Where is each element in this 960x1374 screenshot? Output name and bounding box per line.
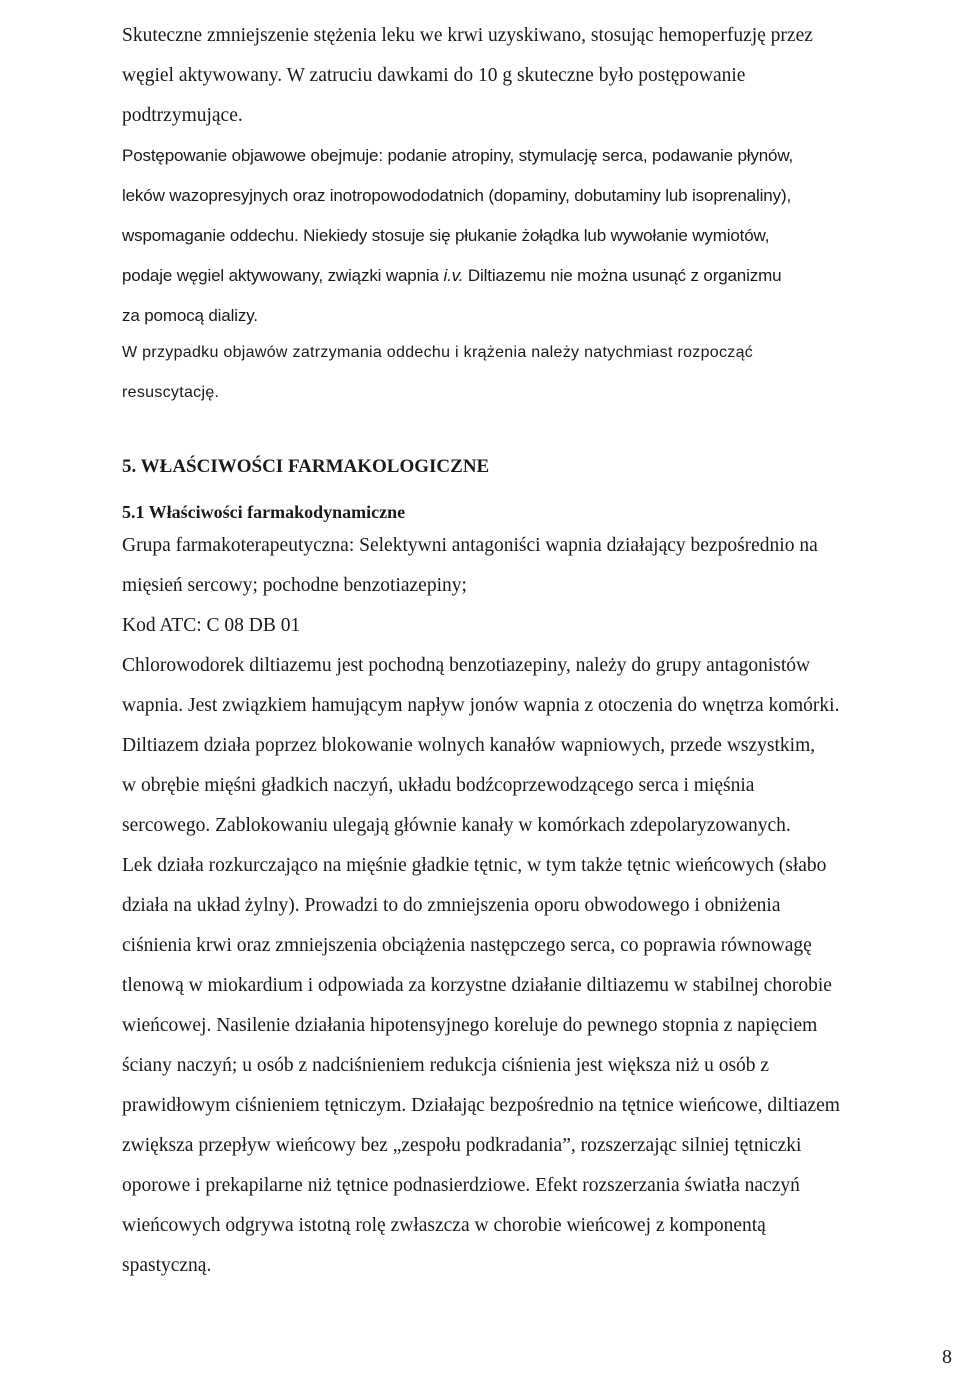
text-line: mięsień sercowy; pochodne benzotiazepiny; — [122, 575, 467, 596]
text-line: ściany naczyń; u osób z nadciśnieniem redukcja ciśnienia jest większa niż u osób z — [122, 1055, 770, 1076]
text-line: prawidłowym ciśnieniem tętniczym. Działając bezpośrednio na tętnice wieńcowe, diltiazem — [122, 1095, 840, 1116]
subsection-heading: 5.1 Właściwości farmakodynamiczne — [122, 502, 406, 522]
text-line: zwiększa przepływ wieńcowy bez „zespołu podkradania”, rozszerzając silniej tętniczki — [122, 1135, 802, 1156]
resuscitation-paragraph — [122, 333, 954, 413]
section-heading: 5. WŁAŚCIWOŚCI FARMAKOLOGICZNE — [122, 456, 490, 477]
intro-paragraph — [122, 16, 954, 136]
text-line: wapnia. Jest związkiem hamującym napływ jonów wapnia z otoczenia do wnętrza komórki. — [122, 695, 840, 716]
text-line: tlenową w miokardium i odpowiada za korzystne działanie diltiazemu w stabilnej chorobie — [122, 975, 832, 996]
text-line: węgiel aktywowany. W zatruciu dawkami do 10 g skuteczne było postępowanie — [122, 65, 746, 86]
text-line: sercowego. Zablokowaniu ulegają głównie kanały w komórkach zdepolaryzowanych. — [122, 815, 791, 836]
symptomatic-treatment-paragraph — [122, 136, 954, 336]
text-line — [122, 256, 954, 296]
text-line: Chlorowodorek diltiazemu jest pochodną benzotiazepiny, należy do grupy antagonistów — [122, 655, 811, 676]
text-line: Diltiazem działa poprzez blokowanie wolnych kanałów wapniowych, przede wszystkim, — [122, 735, 816, 756]
text-line: resuscytację. — [122, 384, 220, 401]
text-line: Lek działa rozkurczająco na mięśnie gładkie tętnic, w tym także tętnic wieńcowych (słabo — [122, 855, 827, 876]
text-line: Skuteczne zmniejszenie stężenia leku we krwi uzyskiwano, stosując hemoperfuzję przez — [122, 25, 813, 46]
text-line: wieńcowych odgrywa istotną rolę zwłaszcza w chorobie wieńcowej z komponentą — [122, 1215, 766, 1236]
text-line: W przypadku objawów zatrzymania oddechu i krążenia należy natychmiast rozpocząć — [122, 344, 754, 361]
atc-code: Kod ATC: C 08 DB 01 — [122, 615, 301, 636]
effects-paragraph — [122, 846, 954, 1286]
text-line: oporowe i prekapilarne niż tętnice podnasierdziowe. Efekt rozszerzania światła naczyń — [122, 1175, 800, 1196]
pharmacotherapeutic-group — [122, 526, 954, 606]
text-line: Grupa farmakoterapeutyczna: Selektywni antagoniści wapnia działający bezpośrednio na — [122, 535, 818, 556]
text-line: leków wazopresyjnych oraz inotropowododatnich (dopaminy, dobutaminy lub isoprenaliny), — [122, 186, 792, 205]
text-line: w obrębie mięśni gładkich naczyń, układu bodźcoprzewodzącego serca i mięśnia — [122, 775, 755, 796]
mechanism-paragraph — [122, 646, 954, 846]
text-fragment: podaje węgiel aktywowany, związki wapnia — [122, 266, 444, 285]
page-number: 8 — [942, 1346, 952, 1368]
text-line: podtrzymujące. — [122, 105, 243, 126]
text-line: spastyczną. — [122, 1255, 212, 1276]
text-line: działa na układ żylny). Prowadzi to do zmniejszenia oporu obwodowego i obniżenia — [122, 895, 781, 916]
route-abbreviation: i.v. — [443, 266, 464, 285]
text-fragment: Diltiazemu nie można usunąć z organizmu — [463, 266, 782, 285]
text-line: ciśnienia krwi oraz zmniejszenia obciążenia następczego serca, co poprawia równowagę — [122, 935, 812, 956]
text-line: Postępowanie objawowe obejmuje: podanie atropiny, stymulację serca, podawanie płynów, — [122, 146, 794, 165]
text-line: wspomaganie oddechu. Niekiedy stosuje się płukanie żołądka lub wywołanie wymiotów, — [122, 226, 770, 245]
text-line: wieńcowej. Nasilenie działania hipotensyjnego koreluje do pewnego stopnia z napięciem — [122, 1015, 818, 1036]
text-line: za pomocą dializy. — [122, 306, 258, 325]
